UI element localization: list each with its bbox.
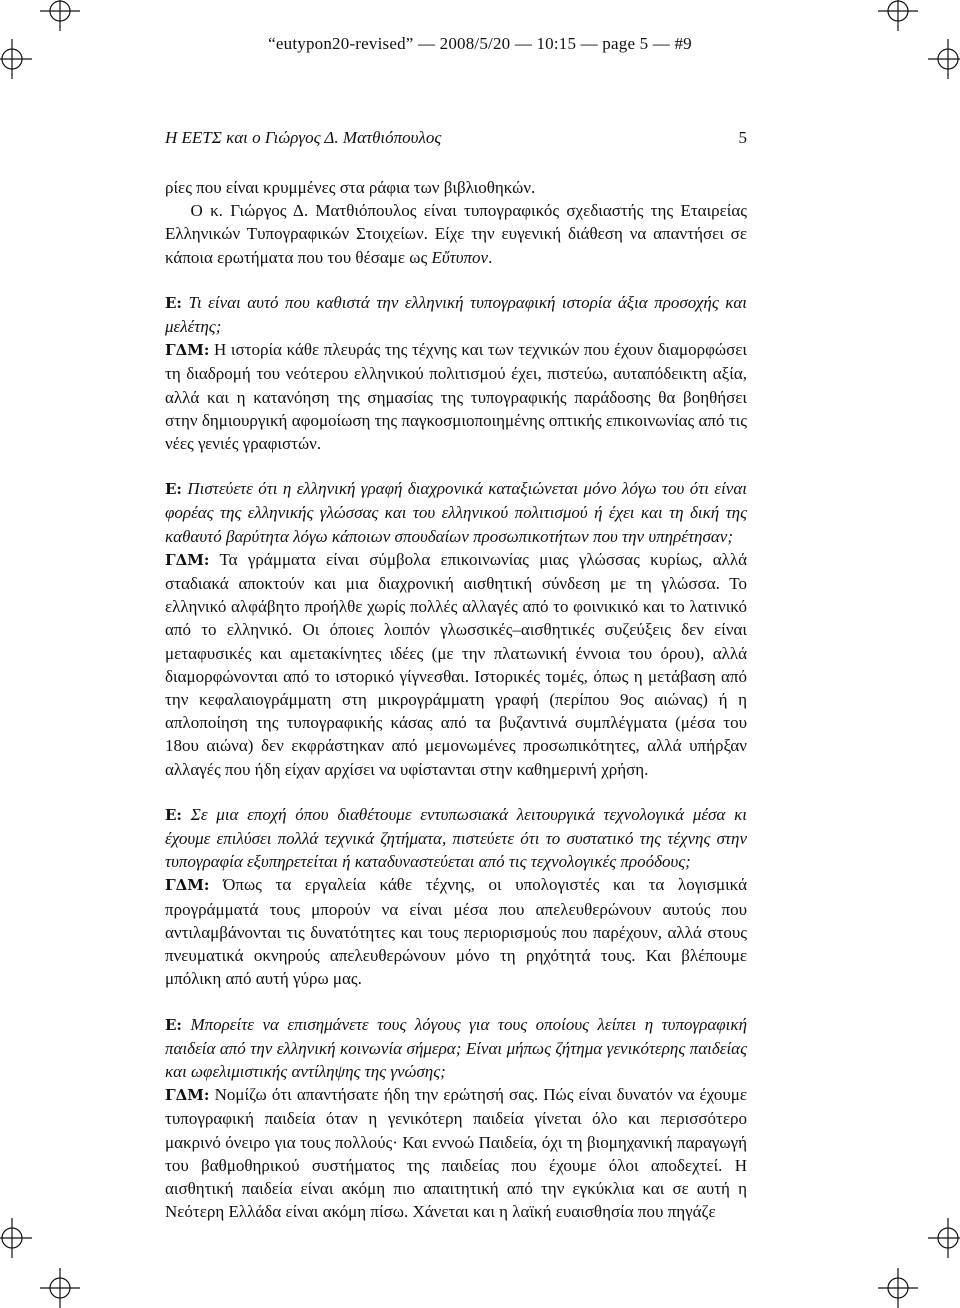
question-label: Ε: xyxy=(165,1015,182,1034)
running-head xyxy=(165,128,747,148)
answer-text: Τα γράμματα είναι σύμβολα επικοινωνίας μιας γλώσσας κυρίως, αλλά σταδιακά αποκτούν και μια διαχρονική αισθητική σύνδεση με τη γλώσσα. Το ελληνικό αλφάβητο προήλθε χωρίς πολλές αλλαγές από το φοινικικό και το λατινικό από το ελληνικό. Οι όποιες λοιπόν γλωσσικές–αισθητικές συζεύξεις δεν είναι μεταφυσικές και αμετακίνητες ιδέες (με την πλατωνική έννοια του όρου), αλλά διαμορφώνονται από το ιστορικό γίγνεσθαι. Ιστορικές τομές, όπως η μετάβαση από την κεφαλαιογράμματη στη μικρογράμματη γραφή (περίπου 9ος αιώνας) ή η απλοποίηση της τυπογραφικής κάσας από τα βυζαντινά συμπλέγματα (μέσα του 18ου αιώνα) δεν εκφράστηκαν από μεμονωμένες προσωπικότητες, αλλά υπήρξαν αλλαγές που ήδη είχαν αρχίσει να υφίστανται στην καθημερινή χρήση. xyxy=(165,549,747,779)
question-label: Ε: xyxy=(165,805,182,824)
answer xyxy=(165,338,747,455)
answer xyxy=(165,548,747,781)
answer-label: ΓΔΜ: xyxy=(165,341,210,360)
question-label: Ε: xyxy=(165,480,182,499)
question-text: Μπορείτε να επισημάνετε τους λόγους για τους οποίους λείπει η τυπογραφική παιδεία από την ελληνική κοινωνία σήμερα; Είναι μήπως ζήτημα γενικότερης παιδείας και ωφελιμιστικής αντίληψης της γνώσης; xyxy=(165,1014,748,1081)
qa-block xyxy=(165,1013,747,1224)
journal-name: Εὔτυπον xyxy=(431,247,489,267)
question-label: Ε: xyxy=(165,293,182,312)
question xyxy=(165,1013,747,1084)
crosshair-mark-right-bottom xyxy=(928,1218,960,1258)
intro-paragraph xyxy=(165,199,747,269)
intro-continuation: ρίες που είναι κρυμμένες στα ράφια των βιβλιοθηκών. xyxy=(165,178,536,197)
question-text: Σε μια εποχή όπου διαθέτουμε εντυπωσιακά λειτουργικά τεχνολογικά μέσα κι έχουμε επιλύσει πολλά τεχνικά ζητήματα, πιστεύετε ότι το συστατικό της τέχνης στην τυπογραφία εξυπηρετείται ή καταδυναστεύεται από τις τεχνολογικές προόδους; xyxy=(165,804,747,872)
answer-text: Η ιστορία κάθε πλευράς της τέχνης και των τεχνικών που έχουν διαμορφώσει τη διαδρομή του νεότερου ελληνικού πολιτισμού έχει, πιστεύω, αυταπόδεικτη αξία, αλλά και η κατανόηση της σημασίας της τυπογραφικής παράδοσης θα βοηθήσει στην δημιουργική αφομοίωση της παγκοσμιοποιημένης οπτικής επικοινωνίας από τις νέες γενιές γραφιστών. xyxy=(165,340,747,454)
question xyxy=(165,477,747,548)
crosshair-mark-left-bottom xyxy=(0,1218,32,1258)
qa-block xyxy=(165,803,747,991)
print-slug: “eutypon20-revised” — 2008/5/20 — 10:15 — page 5 — #9 xyxy=(268,34,692,53)
answer-label: ΓΔΜ: xyxy=(165,876,210,895)
answer xyxy=(165,1083,747,1223)
page-number: 5 xyxy=(738,128,747,147)
answer-label: ΓΔΜ: xyxy=(165,1086,210,1105)
running-head-title: Η ΕΕΤΣ και ο Γιώργος Δ. Ματθιόπουλος xyxy=(165,128,442,147)
intro-end: . xyxy=(488,247,493,267)
intro xyxy=(165,176,747,269)
answer-text: Όπως τα εργαλεία κάθε τέχνης, οι υπολογιστές και τα λογισμικά προγράμματά τους μπορούν να είναι μέσα που απελευθερώνουν αυτούς που αντιλαμβάνονται τις δυνατότητες και τους περιορισμούς που παρέχουν, αλλά στους πνευματικά οκνηρούς απελευθερώνουν μόνο τη ρηχότητά τους. Και βλέπουμε μπόλικη από αυτή γύρω μας. xyxy=(165,875,747,989)
question-text: Τι είναι αυτό που καθιστά την ελληνική τυπογραφική ιστορία άξια προσοχής και μελέτης; xyxy=(165,292,748,337)
qa-block xyxy=(165,291,747,455)
crosshair-mark-bottom-left xyxy=(40,1268,80,1308)
intro-text: Ο κ. Γιώργος Δ. Ματθιόπουλος είναι τυπογραφικός σχεδιαστής της Εταιρείας Ελληνικών Τυπογραφικών Στοιχείων. Είχε την ευγενική διάθεση να απαντήσει σε κάποια ερωτήματα που του θέσαμε ως xyxy=(165,201,747,267)
crosshair-mark-top-right xyxy=(878,0,918,31)
question xyxy=(165,803,747,874)
question xyxy=(165,291,747,338)
answer-text: Νομίζω ότι απαντήσατε ήδη την ερώτησή σας. Πώς είναι δυνατόν να έχουμε τυπογραφική παιδεία όταν η γενικότερη παιδεία γίνεται όλο και περισσότερο μακρινό όνειρο για τους πολλούς· Και εννοώ Παιδεία, όχι τη βιομηχανική παραγωγή του βαθμοθηρικού συστήματος της παιδείας που έχουμε όλοι αποδεχτεί. Η αισθητική παιδεία είναι ακόμη πιο απαιτητική από την εγκύκλια και σε αυτή η Νεότερη Ελλάδα είναι ακόμη πίσω. Χάνεται και η λαϊκή ευαισθησία που πηγάζε xyxy=(165,1085,748,1222)
answer xyxy=(165,873,747,990)
qa-block xyxy=(165,477,747,781)
crosshair-mark-top-left xyxy=(40,0,80,31)
answer-label: ΓΔΜ: xyxy=(165,550,210,569)
article-body xyxy=(165,176,747,1223)
question-text: Πιστεύετε ότι η ελληνική γραφή διαχρονικά καταξιώνεται μόνο λόγω του ότι είναι φορέας της ελληνικής γλώσσας και του ελληνικού πολιτισμού ή έχει και τη δική της καθαυτό βαρύτητα λόγω κάποιων σπουδαίων προσωπικοτήτων που την υπηρέτησαν; xyxy=(165,479,747,546)
crosshair-mark-bottom-right xyxy=(878,1268,918,1308)
